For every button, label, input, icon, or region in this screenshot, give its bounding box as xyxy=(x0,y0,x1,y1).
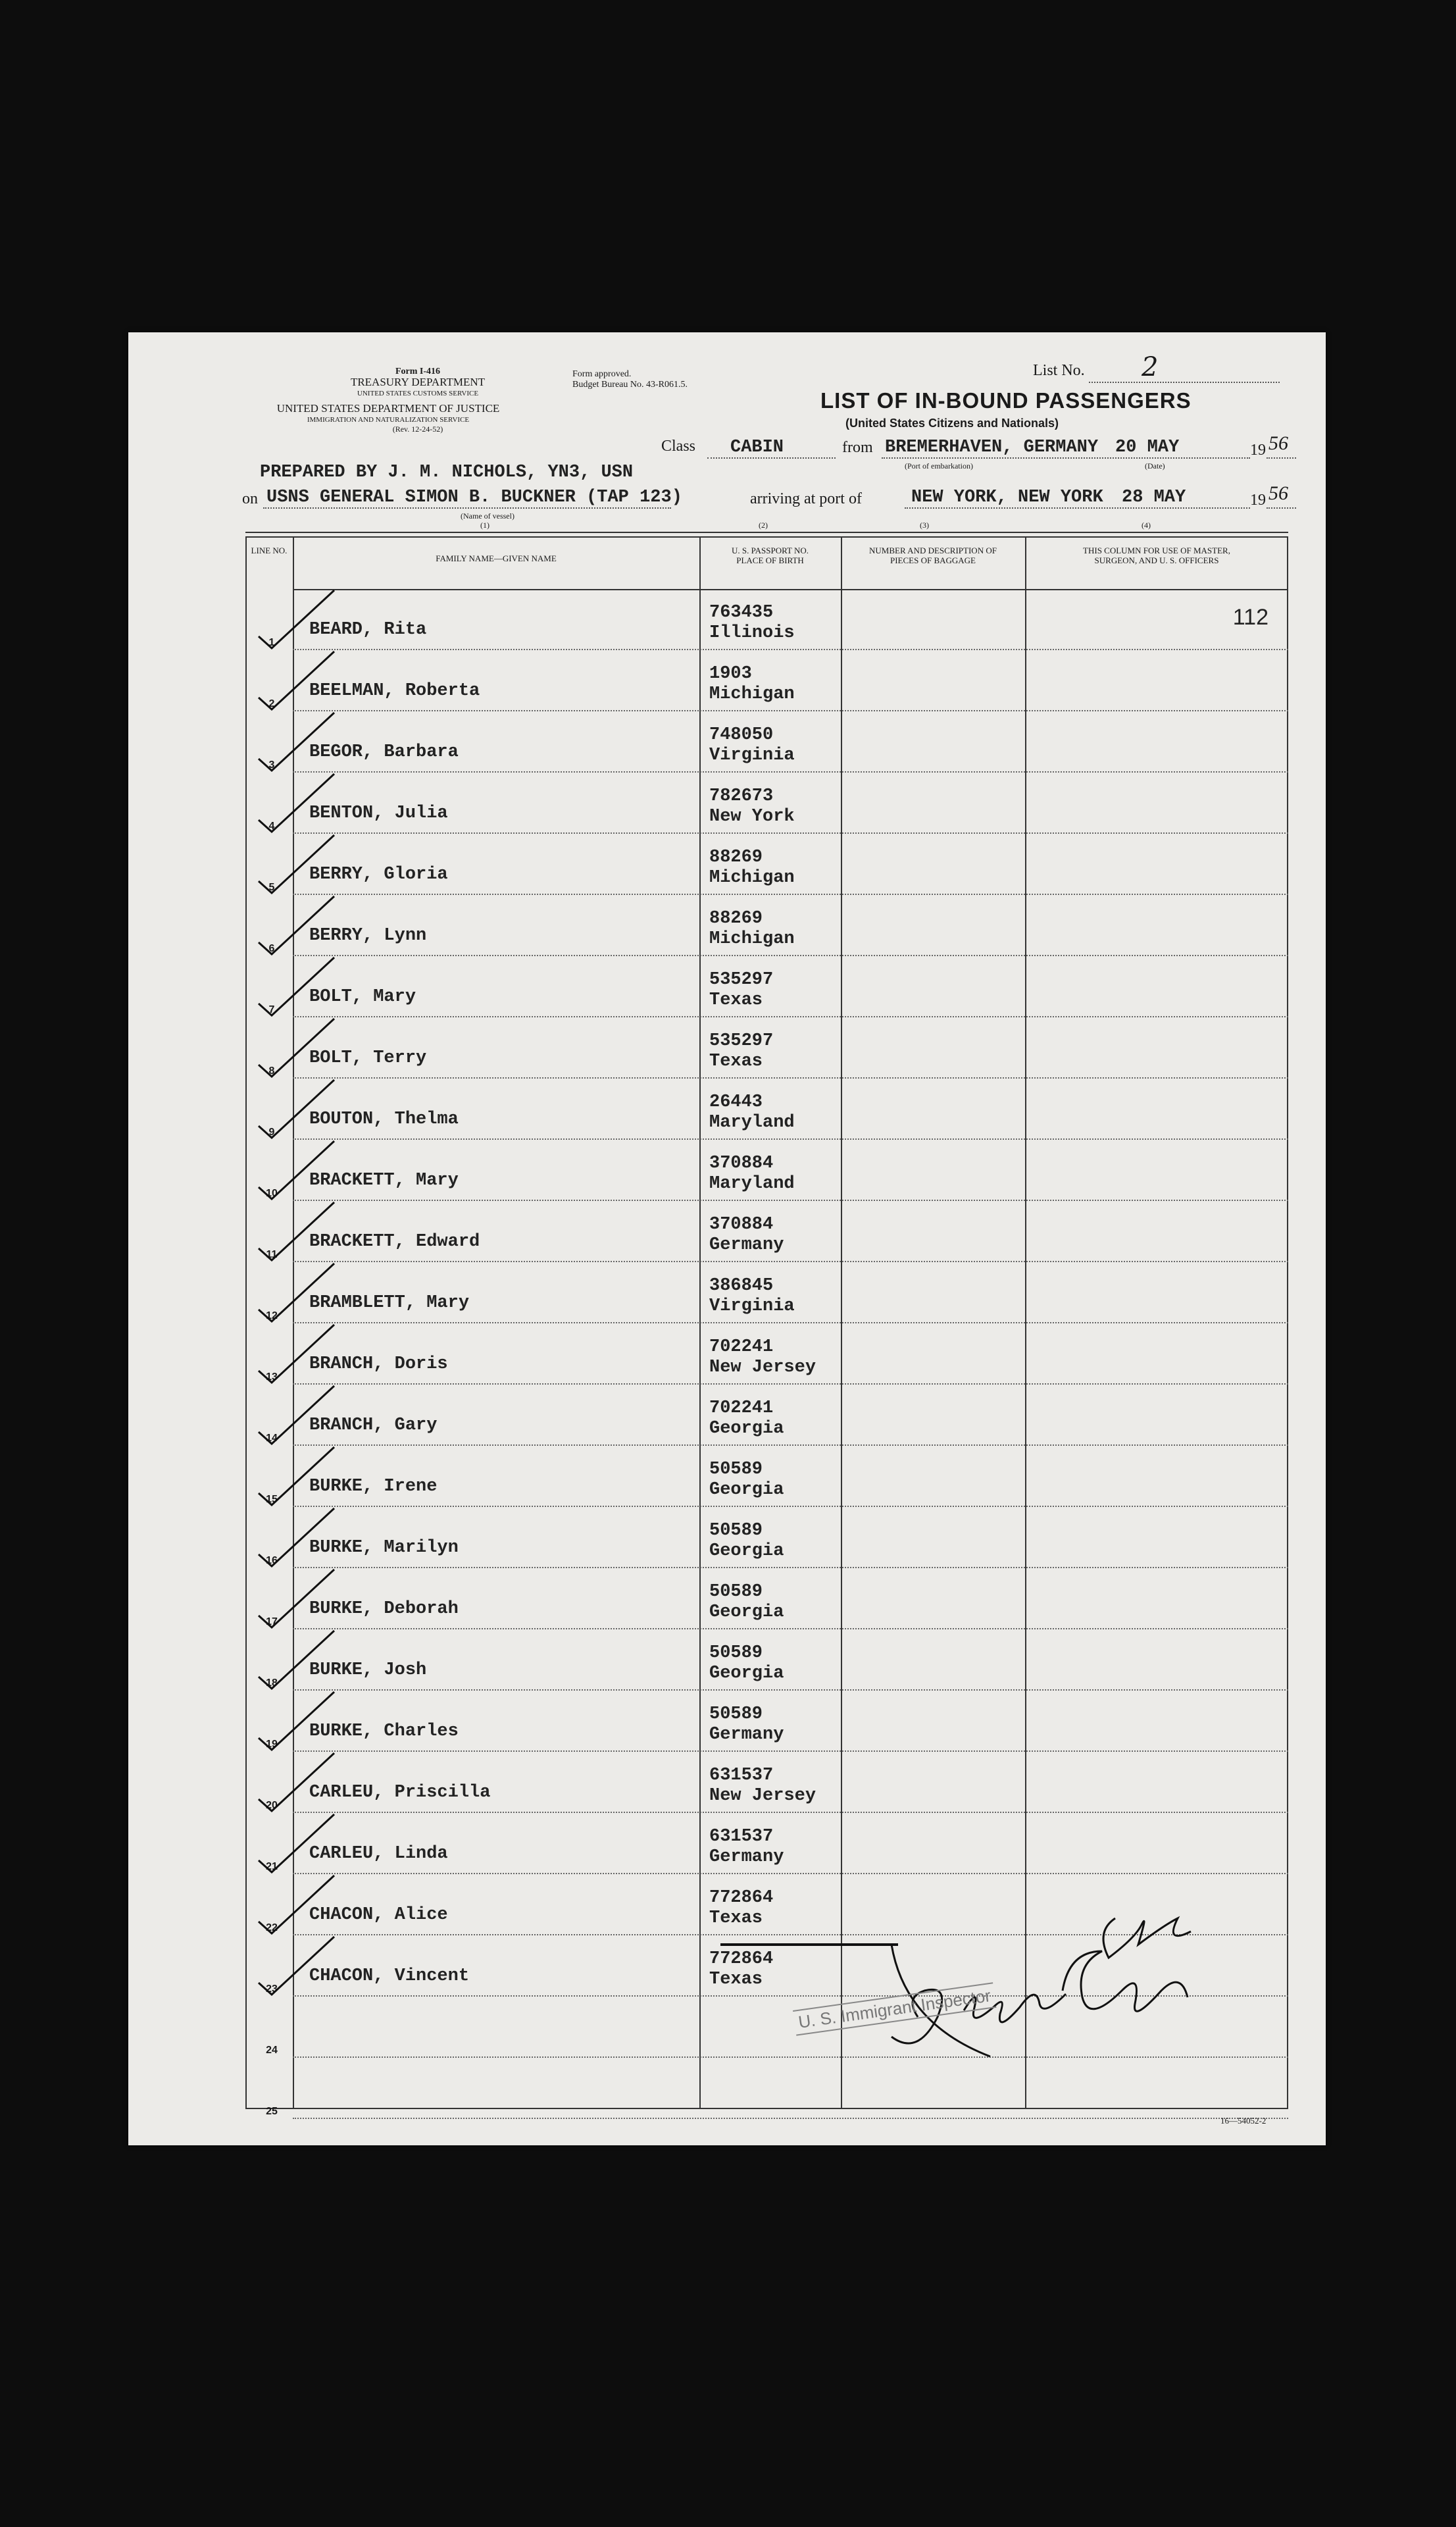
passenger-name: BURKE, Deborah xyxy=(309,1599,459,1619)
line-number: 12 xyxy=(266,1310,278,1321)
line-number: 4 xyxy=(268,821,275,832)
place-of-birth: Germany xyxy=(709,1725,784,1745)
line-number: 17 xyxy=(266,1616,278,1627)
column-number-1: (1) xyxy=(480,521,490,530)
line-number: 13 xyxy=(266,1371,278,1383)
table-row xyxy=(245,1385,1288,1446)
passport-number: 1903 xyxy=(709,664,752,684)
place-of-birth: Texas xyxy=(709,990,763,1010)
table-row xyxy=(245,1507,1288,1568)
year-prefix-1: 19 xyxy=(1250,442,1266,459)
line-number: 25 xyxy=(266,2106,278,2117)
header-passport: U. S. PASSPORT NO. PLACE OF BIRTH xyxy=(732,546,809,565)
place-of-birth: New Jersey xyxy=(709,1358,816,1377)
passenger-name: BRACKETT, Mary xyxy=(309,1171,459,1190)
line-number: 9 xyxy=(268,1127,275,1138)
list-no-label: List No. xyxy=(1033,362,1085,379)
line-number: 7 xyxy=(268,1004,275,1015)
table-row xyxy=(245,1752,1288,1813)
passport-number: 535297 xyxy=(709,970,774,990)
passenger-name: BERRY, Lynn xyxy=(309,926,427,946)
line-number: 8 xyxy=(268,1065,275,1077)
arrival-date: 28 MAY xyxy=(1122,488,1186,507)
year-value-1: 56 xyxy=(1268,432,1288,454)
line-number: 15 xyxy=(266,1494,278,1505)
passport-number: 631537 xyxy=(709,1766,774,1785)
line-number: 20 xyxy=(266,1800,278,1811)
embarkation-port: BREMERHAVEN, GERMANY xyxy=(885,438,1099,457)
passenger-name: BEGOR, Barbara xyxy=(309,742,459,762)
inspector-signature xyxy=(720,1872,1313,2135)
table-row xyxy=(245,1262,1288,1323)
line-number: 21 xyxy=(266,1861,278,1872)
document-subtitle: (United States Citizens and Nationals) xyxy=(845,417,1059,430)
passenger-name: BURKE, Josh xyxy=(309,1660,427,1680)
passport-number: 386845 xyxy=(709,1276,774,1296)
list-no-line xyxy=(1089,382,1280,383)
inspector-stamp: U. S. Immigrant Inspector xyxy=(793,1982,996,2035)
table-row xyxy=(245,956,1288,1017)
line-number: 16 xyxy=(266,1555,278,1566)
line-number: 6 xyxy=(268,943,275,954)
column-number-2: (2) xyxy=(759,521,768,530)
vessel-line xyxy=(263,507,671,509)
place-of-birth: Virginia xyxy=(709,746,795,765)
table-row xyxy=(245,1079,1288,1140)
passenger-name: BEELMAN, Roberta xyxy=(309,681,480,701)
passenger-name: BURKE, Marilyn xyxy=(309,1538,459,1558)
form-approved: Form approved. xyxy=(572,369,632,379)
class-line xyxy=(707,457,836,459)
header-family-name: FAMILY NAME—GIVEN NAME xyxy=(436,553,557,563)
arrival-port: NEW YORK, NEW YORK xyxy=(911,488,1103,507)
class-value: CABIN xyxy=(730,438,784,457)
passport-number: 535297 xyxy=(709,1031,774,1051)
line-number: 24 xyxy=(266,2045,278,2056)
passenger-manifest-sheet xyxy=(128,332,1326,2145)
vessel-caption: (Name of vessel) xyxy=(461,511,515,521)
passport-number: 88269 xyxy=(709,848,763,867)
place-of-birth: Georgia xyxy=(709,1419,784,1439)
table-row xyxy=(245,773,1288,834)
table-border-top xyxy=(245,536,1288,538)
place-of-birth: Illinois xyxy=(709,623,795,643)
passport-number: 88269 xyxy=(709,909,763,929)
passport-number: 702241 xyxy=(709,1337,774,1357)
document-title: LIST OF IN-BOUND PASSENGERS xyxy=(820,388,1192,413)
vessel-name: USNS GENERAL SIMON B. BUCKNER (TAP 123) xyxy=(266,488,682,507)
passport-number: 370884 xyxy=(709,1215,774,1235)
place-of-birth: New Jersey xyxy=(709,1786,816,1806)
passenger-name: BEARD, Rita xyxy=(309,620,427,640)
table-row xyxy=(245,711,1288,773)
table-row xyxy=(245,1140,1288,1201)
passport-number: 772864 xyxy=(709,1949,774,1969)
line-number: 10 xyxy=(266,1188,278,1199)
place-of-birth: Maryland xyxy=(709,1174,795,1194)
place-of-birth: Texas xyxy=(709,1970,763,1989)
passenger-name: BOLT, Mary xyxy=(309,987,416,1007)
passport-number: 26443 xyxy=(709,1092,763,1112)
passport-number: 370884 xyxy=(709,1154,774,1173)
passenger-name: BERRY, Gloria xyxy=(309,865,448,884)
passenger-name: BOLT, Terry xyxy=(309,1048,427,1068)
passport-number: 50589 xyxy=(709,1582,763,1602)
date-caption: (Date) xyxy=(1145,461,1165,471)
line-number: 22 xyxy=(266,1922,278,1933)
list-no-value: 2 xyxy=(1142,352,1159,382)
embarkation-caption: (Port of embarkation) xyxy=(905,461,973,471)
header-baggage: NUMBER AND DESCRIPTION OF PIECES OF BAGGAGE xyxy=(869,546,997,565)
passport-number: 782673 xyxy=(709,786,774,806)
passenger-name: CHACON, Alice xyxy=(309,1905,448,1925)
place-of-birth: Georgia xyxy=(709,1480,784,1500)
embarkation-date: 20 MAY xyxy=(1115,438,1180,457)
table-row xyxy=(245,650,1288,711)
official-mark: 112 xyxy=(1232,605,1268,630)
from-label: from xyxy=(842,439,873,456)
on-label: on xyxy=(242,490,258,507)
line-number: 14 xyxy=(266,1433,278,1444)
line-number: 19 xyxy=(266,1739,278,1750)
passenger-name: BURKE, Irene xyxy=(309,1477,438,1496)
passport-number: 50589 xyxy=(709,1704,763,1724)
line-number: 23 xyxy=(266,1983,278,1995)
column-number-4: (4) xyxy=(1142,521,1151,530)
table-top-rule xyxy=(245,532,1288,533)
prepared-by: PREPARED BY J. M. NICHOLS, YN3, USN xyxy=(260,463,634,482)
place-of-birth: Georgia xyxy=(709,1541,784,1561)
passenger-name: BRANCH, Doris xyxy=(309,1354,448,1374)
passenger-name: CARLEU, Linda xyxy=(309,1844,448,1864)
passport-number: 50589 xyxy=(709,1643,763,1663)
arrival-line xyxy=(905,507,1250,509)
passport-number: 702241 xyxy=(709,1398,774,1418)
place-of-birth: Georgia xyxy=(709,1664,784,1683)
place-of-birth: Maryland xyxy=(709,1113,795,1133)
passport-number: 772864 xyxy=(709,1888,774,1908)
line-number: 1 xyxy=(268,637,275,648)
passport-number: 763435 xyxy=(709,603,774,623)
table-row xyxy=(245,1629,1288,1691)
table-row xyxy=(245,1323,1288,1385)
table-row xyxy=(245,1446,1288,1507)
year-value-2: 56 xyxy=(1268,482,1288,504)
table-row xyxy=(245,834,1288,895)
place-of-birth: Michigan xyxy=(709,868,795,888)
passenger-name: BURKE, Charles xyxy=(309,1722,459,1741)
class-label: Class xyxy=(661,438,696,455)
line-number: 3 xyxy=(268,759,275,771)
place-of-birth: Michigan xyxy=(709,684,795,704)
from-line xyxy=(882,457,1250,459)
passenger-name: BRAMBLETT, Mary xyxy=(309,1293,470,1313)
line-number: 11 xyxy=(266,1249,278,1260)
passenger-name: BRANCH, Gary xyxy=(309,1416,438,1435)
place-of-birth: Georgia xyxy=(709,1602,784,1622)
line-number: 5 xyxy=(268,882,275,893)
table-row xyxy=(245,1813,1288,1874)
form-number: Form I-416 xyxy=(395,367,441,376)
place-of-birth: Texas xyxy=(709,1908,763,1928)
line-number: 18 xyxy=(266,1677,278,1689)
passenger-name: BOUTON, Thelma xyxy=(309,1110,459,1129)
passport-number: 50589 xyxy=(709,1460,763,1479)
form-revision: (Rev. 12-24-52) xyxy=(392,424,443,434)
budget-bureau-number: Budget Bureau No. 43-R061.5. xyxy=(572,380,688,390)
place-of-birth: Michigan xyxy=(709,929,795,949)
passport-number: 748050 xyxy=(709,725,774,745)
year-line-2 xyxy=(1267,507,1296,509)
header-line-no: LINE NO. xyxy=(251,546,288,555)
passenger-name: BRACKETT, Edward xyxy=(309,1232,480,1252)
table-row xyxy=(245,589,1288,650)
table-row xyxy=(245,1691,1288,1752)
table-row xyxy=(245,1201,1288,1262)
passenger-name: CHACON, Vincent xyxy=(309,1966,470,1986)
place-of-birth: Virginia xyxy=(709,1296,795,1316)
table-row xyxy=(245,1017,1288,1079)
passport-number: 50589 xyxy=(709,1521,763,1541)
customs-service: UNITED STATES CUSTOMS SERVICE xyxy=(357,390,479,397)
line-number: 2 xyxy=(268,698,275,709)
department-of-justice: UNITED STATES DEPARTMENT OF JUSTICE xyxy=(276,402,500,415)
footer-code: 16—54052-2 xyxy=(1220,2116,1267,2126)
column-number-3: (3) xyxy=(920,521,929,530)
place-of-birth: Germany xyxy=(709,1235,784,1255)
passport-number: 631537 xyxy=(709,1827,774,1847)
year-line-1 xyxy=(1267,457,1296,459)
place-of-birth: Texas xyxy=(709,1052,763,1071)
passenger-name: BENTON, Julia xyxy=(309,804,448,823)
arriving-label: arriving at port of xyxy=(750,490,862,507)
place-of-birth: Germany xyxy=(709,1847,784,1867)
passenger-name: CARLEU, Priscilla xyxy=(309,1783,491,1802)
table-row xyxy=(245,1568,1288,1629)
ins-service: IMMIGRATION AND NATURALIZATION SERVICE xyxy=(307,416,470,424)
year-prefix-2: 19 xyxy=(1250,492,1266,509)
place-of-birth: New York xyxy=(709,807,795,827)
treasury-department: TREASURY DEPARTMENT xyxy=(350,376,486,388)
table-row xyxy=(245,895,1288,956)
header-officers: THIS COLUMN FOR USE OF MASTER, SURGEON, AND U. S. OFFICERS xyxy=(1083,546,1230,565)
